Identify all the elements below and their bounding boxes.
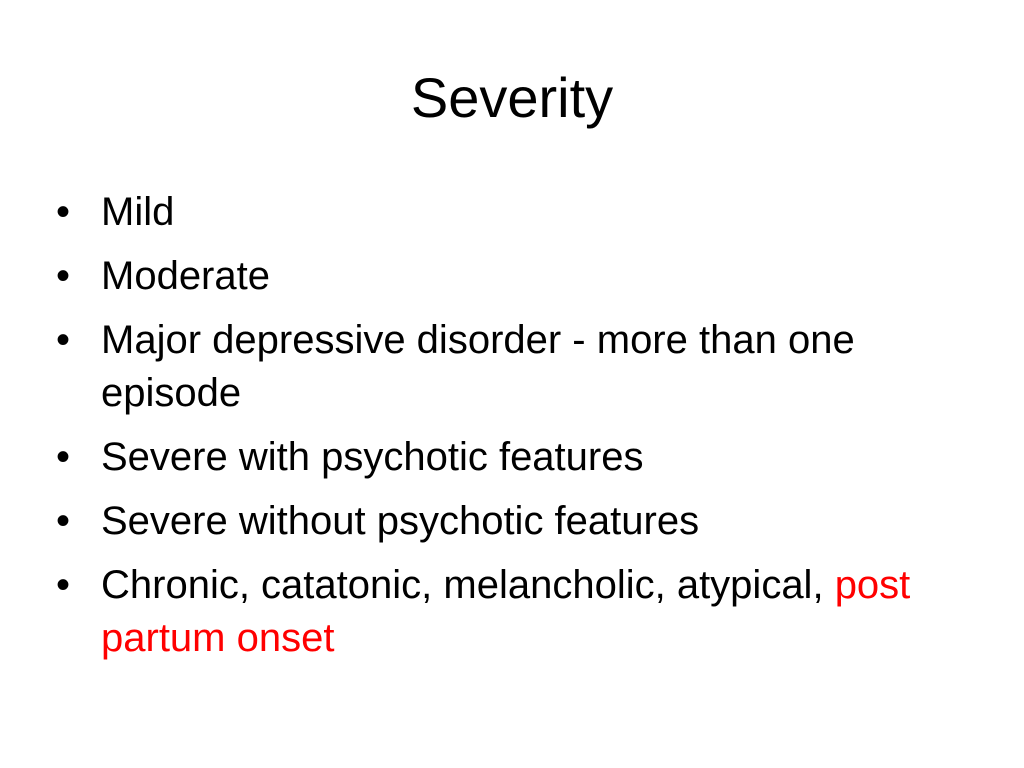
bullet-item-chronic: [56, 559, 976, 665]
bullet-text: Moderate: [101, 254, 270, 298]
bullet-icon: •: [56, 563, 71, 607]
bullet-highlight-text: post partum onset: [101, 563, 911, 660]
bullet-icon: •: [56, 190, 71, 234]
bullet-icon: •: [56, 435, 71, 479]
bullet-text: Chronic, catatonic, melancholic, atypical,: [101, 563, 824, 607]
bullet-text: Severe with psychotic features: [101, 435, 644, 479]
bullet-text: Mild: [101, 190, 175, 234]
bullet-item-severe-without-psychotic: [56, 495, 976, 548]
slide-title: Severity: [410, 66, 614, 129]
bullet-icon: •: [56, 254, 71, 298]
bullet-list: [56, 186, 976, 676]
bullet-item-mild: [56, 186, 976, 239]
bullet-icon: •: [56, 318, 71, 362]
bullet-item-major-depressive: [56, 314, 976, 420]
bullet-icon: •: [56, 499, 71, 543]
bullet-item-moderate: [56, 250, 976, 303]
bullet-text: Major depressive disorder - more than one episode: [101, 318, 855, 415]
bullet-item-severe-with-psychotic: [56, 431, 976, 484]
bullet-text: Severe without psychotic features: [101, 499, 700, 543]
